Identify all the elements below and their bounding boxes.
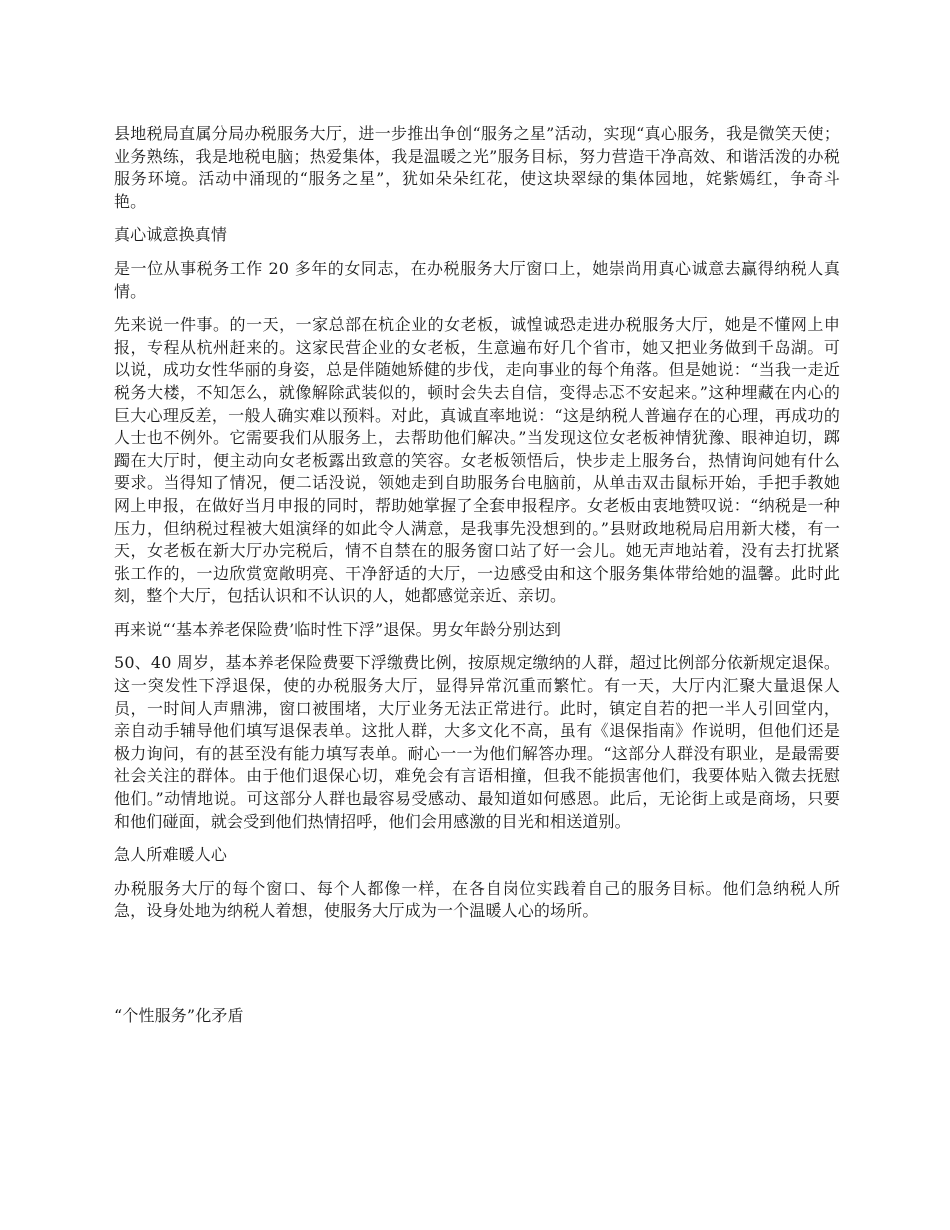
paragraph-pension-lead: 再来说“‘基本养老保险费’临时性下浮”退保。男女年龄分别达到 (114, 619, 562, 639)
paragraph-businesswoman-story: 先来说一件事。的一天，一家总部在杭企业的女老板，诚惶诚恐走进办税服务大厅，她是不懂网上申报，专程从杭州赶来的。这家民营企业的女老板，生意遍布好几个省市，她又把业务做到千岛湖。可以说，成功女性华丽的身姿，总是伴随她矫健的步伐，走向事业的每个角落。但是她说：“当我一走近税务大楼，不知怎么，就像解除武装似的，顿时会失去自信，变得忐忑不安起来。”这种埋藏在内心的巨大心理反差，一般人确实难以预料。对此，真诚直率地说：“这是纳税人普遍存在的心理，再成功的人士也不例外。它需要我们从服务上，去帮助他们解决。”当发现这位女老板神情犹豫、眼神迫切，踯躅在大厅时，便主动向女老板露出致意的笑容。女老板领悟后，快步走上服务台，热情询问她有什么要求。当得知了情况，便二话没说，领她走到自助服务台电脑前，从单击双击鼠标开始，手把手教她网上申报，在做好当月申报的同时，帮助她掌握了全套申报程序。女老板由衷地赞叹说：“纳税是一种压力，但纳税过程被大姐演绎的如此令人满意，是我事先没想到的。”县财政地税局启用新大楼，有一天，女老板在新大厅办完税后，情不自禁在的服务窗口站了好一会儿。她无声地站着，没有去打扰紧张工作的，一边欣赏宽敞明亮、干净舒适的大厅，一边感受由和这个服务集体带给她的温馨。此时此刻，整个大厅，包括认识和不认识的人，她都感觉亲近、亲切。 (114, 315, 840, 606)
intro-paragraph: 县地税局直属分局办税服务大厅，进一步推出争创“服务之星”活动，实现“真心服务，我是微笑天使；业务熟练，我是地税电脑；热爱集体，我是温暖之光”服务目标，努力营造干净高效、和谐活泼的办税服务环境。活动中涌现的“服务之星”，犹如朵朵红花，使这块翠绿的集体园地，姹紫嫣红，争奇斗艳。 (114, 124, 840, 211)
paragraph-pension-refund: 50、40 周岁，基本养老保险费要下浮缴费比例，按原规定缴纳的人群，超过比例部分依新规定退保。这一突发性下浮退保，使的办税服务大厅，显得异常沉重而繁忙。有一天，大厅内汇聚大量退保人员，一时间人声鼎沸，窗口被围堵，大厅业务无法正常进行。此时，镇定自若的把一半人引回堂内，亲自动手辅导他们填写退保表单。这批人群，大多文化不高，虽有《退保指南》作说明，但他们还是极力询问，有的甚至没有能力填写表单。耐心一一为他们解答办理。“这部分人群没有职业，是最需要社会关注的群体。由于他们退保心切，难免会有言语相撞，但我不能损害他们，我要体贴入微去抚慰他们。”动情地说。可这部分人群也最容易受感动、最知道如何感恩。此后，无论街上或是商场，只要和他们碰面，就会受到他们热情招呼，他们会用感激的目光和相送道别。 (114, 653, 840, 831)
section-heading-personal-service: “个性服务”化矛盾 (114, 1006, 244, 1025)
document-body (114, 123, 840, 1039)
paragraph-service-hall: 办税服务大厅的每个窗口、每个人都像一样，在各自岗位实践着自己的服务目标。他们急纳税人所急，设身处地为纳税人着想，使服务大厅成为一个温暖人心的场所。 (114, 878, 840, 921)
blank-space (114, 934, 840, 1005)
paragraph-colleague-intro: 是一位从事税务工作 20 多年的女同志，在办税服务大厅窗口上，她崇尚用真心诚意去赢得纳税人真情。 (114, 258, 840, 301)
section-heading-sincerity: 真心诚意换真情 (114, 225, 228, 245)
section-heading-warm-hearts: 急人所难暖人心 (114, 845, 228, 865)
